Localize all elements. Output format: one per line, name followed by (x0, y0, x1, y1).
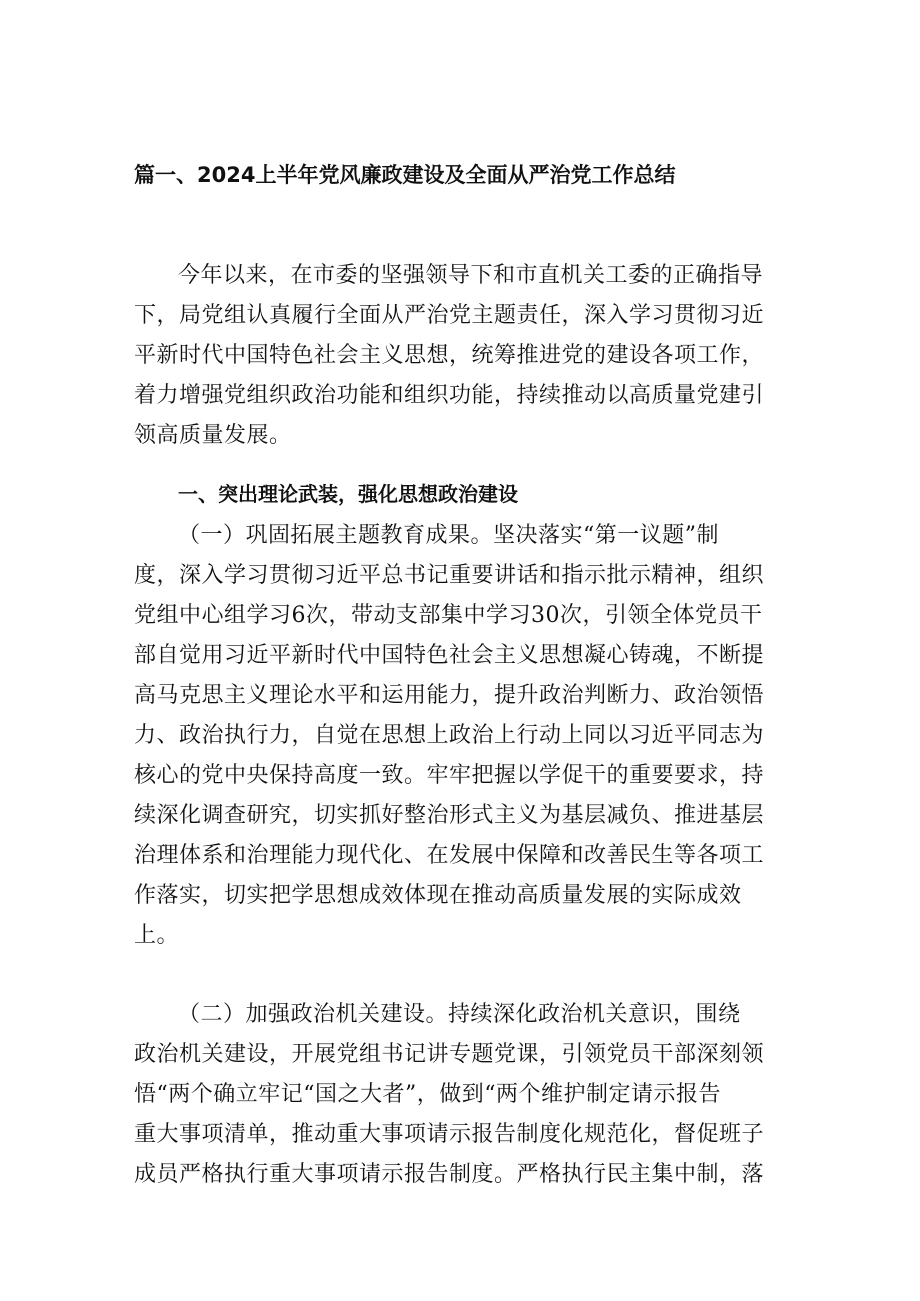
section-heading: 一、突出理论武装，强化思想政治建设 (178, 482, 518, 506)
subsection-one-line: 上。 (134, 923, 180, 948)
subsection-one-line: 党组中心组学习6次，带动支部集中学习30次，引领全体党员干 (134, 603, 763, 628)
subsection-one-line: 续深化调查研究，切实抓好整治形式主义为基层减负、推进基层 (134, 803, 765, 828)
subsection-one-paragraph (134, 516, 784, 980)
subsection-two-line: 重大事项清单，推动重大事项请示报告制度化规范化，督促班子 (134, 1122, 765, 1147)
subsection-one-line: 核心的党中央保持高度一致。牢牢把握以学促干的重要要求，持 (134, 763, 765, 788)
intro-paragraph (134, 256, 784, 462)
subsection-one-line: 部自觉用习近平新时代中国特色社会主义思想凝心铸魂，不断提 (134, 643, 765, 668)
document-title: 篇一、2024上半年党风廉政建设及全面从严治党工作总结 (134, 163, 676, 187)
subsection-two-paragraph (134, 995, 784, 1295)
intro-line: 着力增强党组织政治功能和组织功能，持续推动以高质量党建引 (134, 383, 765, 408)
subsection-two-line: 政治机关建设，开展党组书记讲专题党课，引领党员干部深刻领 (134, 1042, 765, 1067)
subsection-one-line: 高马克思主义理论水平和运用能力，提升政治判断力、政治领悟 (134, 683, 765, 708)
intro-line: 领高质量发展。 (134, 423, 292, 448)
subsection-one-line: 作落实，切实把学思想成效体现在推动高质量发展的实际成效 (134, 883, 742, 908)
subsection-two-line: （二）加强政治机关建设。持续深化政治机关意识，围绕 (178, 1002, 741, 1027)
subsection-one-line: 度，深入学习贯彻习近平总书记重要讲话和指示批示精神，组织 (134, 563, 765, 588)
subsection-two-line: 悟“两个确立牢记“国之大者”，做到“两个维护制定请示报告 (134, 1082, 721, 1107)
subsection-one-line: （一）巩固拓展主题教育成果。坚决落实“第一议题”制 (178, 523, 719, 548)
intro-line: 平新时代中国特色社会主义思想，统筹推进党的建设各项工作， (134, 343, 765, 368)
subsection-one-line: 力、政治执行力，自觉在思想上政治上行动上同以习近平同志为 (134, 723, 765, 748)
intro-line: 今年以来，在市委的坚强领导下和市直机关工委的正确指导 (178, 263, 764, 288)
subsection-two-line: 成员严格执行重大事项请示报告制度。严格执行民主集中制，落 (134, 1162, 765, 1187)
subsection-one-line: 治理体系和治理能力现代化、在发展中保障和改善民生等各项工 (134, 843, 765, 868)
intro-line: 下，局党组认真履行全面从严治党主题责任，深入学习贯彻习近 (134, 303, 765, 328)
